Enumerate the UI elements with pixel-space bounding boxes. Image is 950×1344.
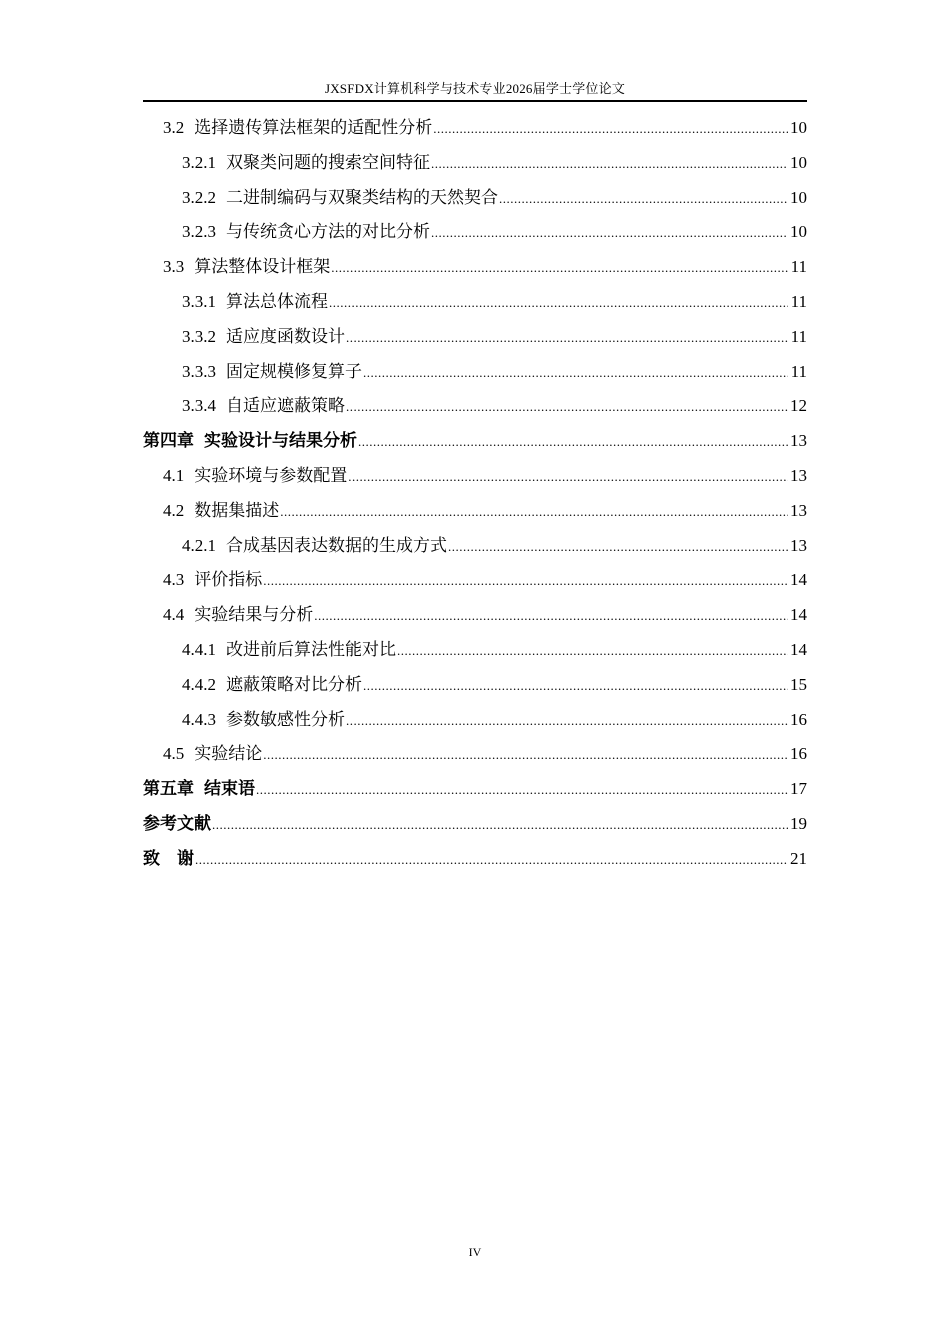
toc-entry[interactable]: [143, 563, 807, 598]
toc-chapter[interactable]: [143, 424, 807, 459]
toc-page: 11: [790, 257, 807, 277]
toc-title: 选择遗传算法框架的适配性分析: [194, 118, 433, 137]
toc-leader: [331, 251, 788, 286]
toc-number: 4.5: [163, 744, 185, 764]
toc-number: 4.4: [163, 605, 185, 625]
toc-page: 21: [790, 848, 807, 868]
toc-entry[interactable]: [143, 459, 807, 494]
toc-title: 算法整体设计框架: [194, 257, 331, 277]
toc-leader: [195, 843, 788, 878]
toc-leader: [346, 321, 788, 356]
table-of-contents: [143, 111, 807, 877]
toc-title: 实验设计与结果分析: [204, 431, 357, 451]
toc-number: 3.2.2: [182, 187, 216, 207]
toc-number: 3.3: [163, 257, 185, 277]
toc-title: 遮蔽策略对比分析: [226, 674, 362, 694]
toc-leader: [346, 390, 788, 425]
toc-title: 改进前后算法性能对比: [226, 639, 396, 659]
toc-title: 数据集描述: [194, 500, 280, 520]
toc-leader: [358, 425, 788, 460]
toc-entry[interactable]: [143, 737, 807, 772]
toc-leader: [363, 669, 788, 704]
toc-page: 17: [790, 779, 807, 799]
toc-leader: [433, 112, 788, 147]
toc-chapter[interactable]: [143, 807, 807, 842]
toc-leader: [212, 808, 788, 843]
header-rule: [143, 100, 807, 102]
toc-number: 4.2: [163, 500, 185, 520]
toc-number: 3.2.3: [182, 222, 216, 242]
toc-title: 二进制编码与双聚类结构的天然契合: [226, 187, 498, 207]
toc-leader: [431, 147, 788, 182]
toc-number: 第五章: [143, 779, 194, 799]
toc-title: 与传统贪心方法的对比分析: [226, 222, 430, 242]
toc-number: 第四章: [143, 431, 194, 451]
toc-leader: [280, 495, 788, 530]
page-number: IV: [468, 1245, 482, 1259]
toc-page: 11: [790, 326, 807, 346]
toc-page: 13: [790, 535, 807, 555]
toc-title: 参数敏感性分析: [226, 709, 345, 729]
toc-page: 13: [790, 500, 807, 520]
toc-leader: [363, 356, 788, 391]
toc-page: 14: [790, 605, 807, 625]
toc-number: 3.3.4: [182, 396, 216, 416]
toc-number: 4.3: [163, 570, 185, 590]
toc-page: 16: [790, 709, 807, 729]
toc-page: 11: [790, 361, 807, 381]
toc-number: 3.2.1: [182, 152, 216, 172]
toc-leader: [329, 286, 788, 321]
toc-entry[interactable]: [143, 320, 807, 355]
toc-title: 双聚类问题的搜索空间特征: [226, 152, 430, 172]
toc-number: 3.3.2: [182, 326, 216, 346]
toc-entry[interactable]: [143, 598, 807, 633]
toc-chapter[interactable]: [143, 842, 807, 877]
toc-entry[interactable]: [143, 703, 807, 738]
toc-title: 实验结论: [194, 744, 263, 764]
toc-entry[interactable]: [143, 181, 807, 216]
toc-number: 4.4.2: [182, 674, 216, 694]
toc-title: 固定规模修复算子: [226, 361, 362, 381]
toc-leader: [397, 634, 788, 669]
toc-entry[interactable]: [143, 215, 807, 250]
toc-leader: [346, 704, 788, 739]
toc-title: 评价指标: [194, 570, 263, 590]
toc-leader: [348, 460, 788, 495]
toc-page: 14: [790, 570, 807, 590]
toc-entry[interactable]: [143, 494, 807, 529]
toc-entry[interactable]: [143, 146, 807, 181]
toc-leader: [314, 599, 788, 634]
toc-page: 19: [790, 813, 807, 833]
toc-title: 算法总体流程: [226, 291, 328, 311]
toc-title: 实验环境与参数配置: [194, 465, 348, 485]
toc-number: 4.1: [163, 465, 185, 485]
toc-entry[interactable]: [143, 111, 807, 146]
toc-entry[interactable]: [143, 633, 807, 668]
toc-title: 参考文献: [143, 813, 211, 833]
toc-page: 10: [790, 152, 807, 172]
toc-entry[interactable]: [143, 250, 807, 285]
toc-leader: [448, 530, 788, 565]
toc-title: 自适应遮蔽策略: [226, 396, 345, 416]
toc-number: 4.4.3: [182, 709, 216, 729]
toc-page: 12: [790, 396, 807, 416]
toc-page: 11: [790, 291, 807, 311]
toc-title: 实验结果与分析: [194, 605, 314, 625]
toc-title: 致 谢: [143, 848, 194, 868]
toc-leader: [499, 182, 788, 217]
toc-leader: [263, 564, 788, 599]
toc-page: 10: [790, 187, 807, 207]
toc-number: 3.3.3: [182, 361, 216, 381]
toc-entry[interactable]: [143, 529, 807, 564]
toc-entry[interactable]: [143, 285, 807, 320]
toc-entry[interactable]: [143, 355, 807, 390]
toc-leader: [431, 216, 788, 251]
toc-leader: [263, 738, 788, 773]
toc-number: 4.2.1: [182, 535, 216, 555]
toc-page: 14: [790, 639, 807, 659]
toc-title: 结束语: [204, 779, 255, 799]
toc-page: 15: [790, 674, 807, 694]
toc-number: 3.3.1: [182, 291, 216, 311]
page-header: JXSFDX计算机科学与技术专业2026届学士学位论文: [324, 81, 626, 96]
toc-title: 适应度函数设计: [226, 326, 345, 346]
toc-page: 16: [790, 744, 807, 764]
toc-chapter[interactable]: [143, 772, 807, 807]
toc-page: 10: [790, 222, 807, 242]
toc-page: 10: [790, 118, 807, 137]
toc-number: 3.2: [163, 118, 185, 137]
toc-entry[interactable]: [143, 389, 807, 424]
toc-page: 13: [790, 465, 807, 485]
toc-entry[interactable]: [143, 668, 807, 703]
toc-page: 13: [790, 431, 807, 451]
toc-leader: [256, 773, 788, 808]
toc-number: 4.4.1: [182, 639, 216, 659]
toc-title: 合成基因表达数据的生成方式: [226, 535, 447, 555]
